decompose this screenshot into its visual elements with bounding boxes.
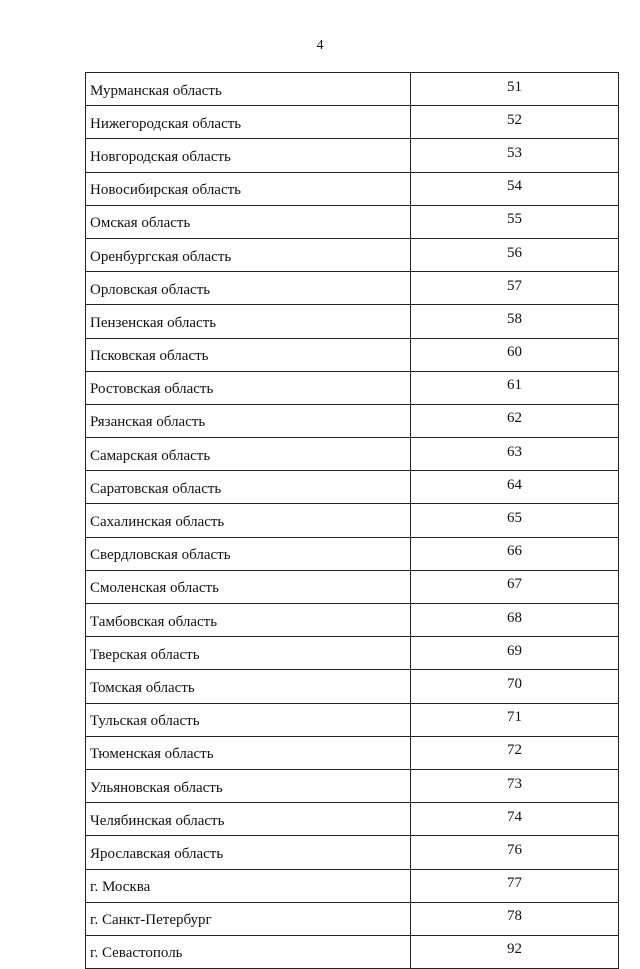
region-code-cell: 78: [411, 902, 619, 935]
region-code-cell: 72: [411, 736, 619, 769]
region-code-cell: 77: [411, 869, 619, 902]
region-name-cell: Тамбовская область: [86, 604, 411, 637]
region-name-cell: г. Санкт-Петербург: [86, 902, 411, 935]
region-code-cell: 55: [411, 205, 619, 238]
region-name-cell: Омская область: [86, 205, 411, 238]
region-code-cell: 62: [411, 404, 619, 437]
table-row: [86, 736, 619, 769]
table-row: [86, 869, 619, 902]
region-name-cell: Самарская область: [86, 438, 411, 471]
region-name-cell: Нижегородская область: [86, 106, 411, 139]
region-name-cell: Сахалинская область: [86, 504, 411, 537]
region-code-cell: 66: [411, 537, 619, 570]
table-row: [86, 139, 619, 172]
table-row: [86, 935, 619, 968]
region-code-cell: 74: [411, 803, 619, 836]
region-code-cell: 64: [411, 471, 619, 504]
region-code-cell: 70: [411, 670, 619, 703]
region-code-cell: 52: [411, 106, 619, 139]
region-name-cell: Челябинская область: [86, 803, 411, 836]
region-name-cell: Саратовская область: [86, 471, 411, 504]
region-code-cell: 63: [411, 438, 619, 471]
region-code-cell: 53: [411, 139, 619, 172]
region-code-table: [85, 72, 619, 969]
region-name-cell: г. Севастополь: [86, 935, 411, 968]
region-code-cell: 57: [411, 272, 619, 305]
region-code-cell: 56: [411, 238, 619, 271]
table-row: [86, 73, 619, 106]
region-code-cell: 61: [411, 371, 619, 404]
region-name-cell: Свердловская область: [86, 537, 411, 570]
region-name-cell: Ярославская область: [86, 836, 411, 869]
region-name-cell: Пензенская область: [86, 305, 411, 338]
table-row: [86, 836, 619, 869]
region-name-cell: Мурманская область: [86, 73, 411, 106]
table-row: [86, 637, 619, 670]
table-row: [86, 504, 619, 537]
region-code-cell: 65: [411, 504, 619, 537]
table-row: [86, 769, 619, 802]
page-number: 4: [316, 38, 324, 53]
region-name-cell: Тульская область: [86, 703, 411, 736]
region-name-cell: Тверская область: [86, 637, 411, 670]
region-code-cell: 92: [411, 935, 619, 968]
region-code-cell: 68: [411, 604, 619, 637]
table-row: [86, 703, 619, 736]
region-name-cell: Ульяновская область: [86, 769, 411, 802]
region-code-cell: 73: [411, 769, 619, 802]
table-row: [86, 371, 619, 404]
table-row: [86, 272, 619, 305]
region-name-cell: Рязанская область: [86, 404, 411, 437]
region-code-cell: 69: [411, 637, 619, 670]
region-name-cell: Тюменская область: [86, 736, 411, 769]
table-row: [86, 471, 619, 504]
region-name-cell: Псковская область: [86, 338, 411, 371]
table-row: [86, 604, 619, 637]
region-code-cell: 60: [411, 338, 619, 371]
region-name-cell: Новгородская область: [86, 139, 411, 172]
table-row: [86, 238, 619, 271]
table-row: [86, 902, 619, 935]
region-name-cell: Орловская область: [86, 272, 411, 305]
region-code-cell: 67: [411, 570, 619, 603]
table-row: [86, 803, 619, 836]
region-code-cell: 51: [411, 73, 619, 106]
region-code-cell: 54: [411, 172, 619, 205]
table-body: [86, 73, 619, 969]
table-row: [86, 570, 619, 603]
region-name-cell: Томская область: [86, 670, 411, 703]
table-row: [86, 305, 619, 338]
region-name-cell: Оренбургская область: [86, 238, 411, 271]
region-name-cell: Ростовская область: [86, 371, 411, 404]
region-name-cell: Смоленская область: [86, 570, 411, 603]
table-row: [86, 106, 619, 139]
region-name-cell: г. Москва: [86, 869, 411, 902]
table-row: [86, 205, 619, 238]
table-row: [86, 438, 619, 471]
table-row: [86, 172, 619, 205]
table-row: [86, 670, 619, 703]
region-code-cell: 58: [411, 305, 619, 338]
region-code-cell: 71: [411, 703, 619, 736]
table-row: [86, 338, 619, 371]
table-row: [86, 404, 619, 437]
region-name-cell: Новосибирская область: [86, 172, 411, 205]
table-row: [86, 537, 619, 570]
region-code-cell: 76: [411, 836, 619, 869]
